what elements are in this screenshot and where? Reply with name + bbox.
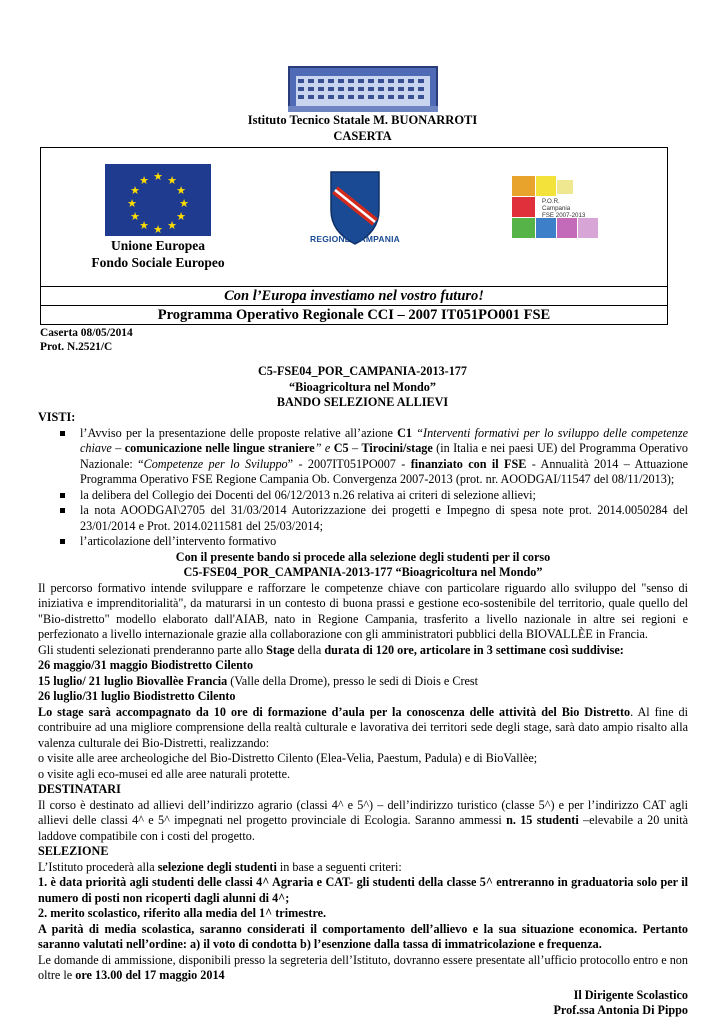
- protocol-number: Prot. N.2521/C: [40, 341, 113, 354]
- destinatari-heading: DESTINATARI: [38, 782, 121, 796]
- institute-city: CASERTA: [333, 128, 392, 143]
- motto-banner: [40, 287, 668, 306]
- svg-text:★: ★: [153, 170, 163, 183]
- stage-intro: Gli studenti selezionati prenderanno parte allo Stage della durata di 120 ore, articolare in 3 settimane così suddivise:: [38, 642, 624, 657]
- svg-text:★: ★: [167, 174, 177, 187]
- campania-logo-text: REGIONE CAMPANIA: [310, 234, 400, 244]
- institute-name: Istituto Tecnico Statale M. BUONARROTI: [247, 113, 478, 127]
- svg-text:★: ★: [176, 184, 186, 197]
- document-date: Caserta 08/05/2014: [40, 327, 133, 339]
- destinatari-text: Il corso è destinato ad allievi dell’indirizzo agrario (classi 4^ e 5^) – dell’indirizzo turistico (classe 5^) e per l’indirizzo CAT agli allievi delle classi 4^ e 5^ impegnati nel progetto provinciale di Ecologia. Saranno ammessi n. 15 studenti –elevabile a 20 unità laddove compatibile con i costi del progetto.: [38, 797, 688, 843]
- program-text: Programma Operativo Regionale CCI – 2007 IT051PO001 FSE: [157, 307, 551, 323]
- svg-text:★: ★: [176, 210, 186, 223]
- visti-item: la nota AOODGAI\2705 del 31/03/2014 Autorizzazione dei progetti e Impegno di spesa note prot. 2014.0050284 del 23/01/2014 e Prot. 2014.0211581 del 25/03/2014;: [38, 503, 688, 534]
- visti-item: l’Avviso per la presentazione delle proposte relative all’azione C1 “Interventi formativi per lo sviluppo delle competenze chiave – comunicazione nelle lingue straniere” e C5 – Tirocini/stage (in Italia e nei paesi UE) del Programma Operativo Nazionale: “Competenze per lo Sviluppo” - 2007IT051PO007 - finanziato con il FSE - Annualità 2014 – Attuazione Programma Operativo FSE Regione Campania Ob. Convergenza 2007-2013 (prot. nr. AOODGAI/11547 del 08/11/2013);: [38, 426, 688, 488]
- svg-text:★: ★: [130, 184, 140, 197]
- svg-text:★: ★: [153, 223, 163, 236]
- visti-heading: VISTI:: [38, 410, 76, 424]
- logos-frame: [40, 147, 668, 287]
- course-description: Il percorso formativo intende sviluppare e rafforzare le competenze chiave con particolare riguardo allo sviluppo del "senso di iniziativa e imprenditorialità", da maturarsi in un contesto di buona prassi e gestione eco-sostenibile del territorio, quale quello del "Bio-distretto" modello elaborato dall'AIAB, nato in Regione Campania, trasferito a livello nazionale in altre sei regioni e perfezionato a livello internazionale grazie alla collaborazione con gli amministratori pubblici della BIOVALLÈE in Francia.: [38, 580, 688, 641]
- svg-text:★: ★: [139, 219, 149, 232]
- svg-text:★: ★: [130, 210, 140, 223]
- stage-period-2: 15 luglio/ 21 luglio Biovallèe Francia (Valle della Drome), presso le sedi di Diois e Crest: [38, 673, 479, 688]
- stage-description: Lo stage sarà accompagnato da 10 ore di formazione d’aula per la conoscenza delle attività del Bio Distretto. Al fine di contribuire ad una migliore comprensione della realtà culturale e lavorativa dei territori sede degli stage, sarà dato ampio risalto alla valenza culturale dei Bio-Distretti, realizzando:: [38, 704, 688, 750]
- selezione-heading: SELEZIONE: [38, 844, 109, 858]
- eu-label-line1: Unione Europea: [111, 238, 205, 253]
- svg-text:★: ★: [167, 219, 177, 232]
- signature-name: Prof.ssa Antonia Di Pippo: [553, 1003, 688, 1017]
- visti-item: l’articolazione dell’intervento formativo: [38, 534, 688, 550]
- eu-label-line2: Fondo Sociale Europeo: [91, 255, 225, 270]
- program-banner: [40, 306, 668, 325]
- svg-text:★: ★: [127, 197, 137, 210]
- stage-period-3: 26 luglio/31 luglio Biodistretto Cilento: [38, 689, 236, 703]
- visit-item-1: o visite alle aree archeologiche del Bio-Distretto Cilento (Elea-Velia, Paestum, Padula) e di BioVallèe;: [38, 751, 538, 765]
- intro-line-2: C5-FSE04_POR_CAMPANIA-2013-177 “Bioagricoltura nel Mondo”: [183, 565, 543, 579]
- visti-item: la delibera del Collegio dei Docenti del 06/12/2013 n.26 relativa ai criteri di selezione allievi;: [38, 488, 688, 504]
- svg-text:★: ★: [139, 174, 149, 187]
- svg-text:★: ★: [179, 197, 189, 210]
- project-name: “Bioagricoltura nel Mondo”: [289, 379, 436, 394]
- signature-role: Il Dirigente Scolastico: [573, 987, 688, 1002]
- document-body: [38, 410, 688, 1019]
- deadline-text: Le domande di ammissione, disponibili presso la segreteria dell’Istituto, dovranno essere presentate all’ufficio protocollo entro e non oltre le ore 13.00 del 17 maggio 2014: [38, 952, 688, 982]
- motto-text: Con l’Europa investiamo nel vostro futuro!: [224, 288, 484, 304]
- visti-list: [38, 426, 688, 550]
- stage-period-1: 26 maggio/31 maggio Biodistretto Cilento: [38, 658, 254, 672]
- selezione-intro: L’Istituto procederà alla selezione degli studenti in base a seguenti criteri:: [38, 859, 402, 874]
- eu-flag-icon: [105, 164, 211, 236]
- por-text-2: Campania: [542, 205, 571, 212]
- bando-title: BANDO SELEZIONE ALLIEVI: [276, 395, 449, 409]
- parity-rule: A parità di media scolastica, saranno considerati il comportamento dell’allievo e la sua situazione economica. Pertanto saranno valutati nell’ordine: a) il voto di condotta b) l’esenzione dalla tassa di immatricolazione e frequenza.: [38, 921, 688, 951]
- project-code: C5-FSE04_POR_CAMPANIA-2013-177: [258, 364, 467, 378]
- criterion-1: 1. è data priorità agli studenti delle classi 4^ Agraria e CAT- gli studenti della classe 5^ entreranno in graduatoria solo per il numero di posti non ricoperti dagli alunni di 4^;: [38, 875, 688, 905]
- intro-line-1: Con il presente bando si procede alla selezione degli studenti per il corso: [175, 549, 551, 564]
- por-text-3: FSE 2007-2013: [542, 212, 586, 219]
- school-building-illustration: [288, 66, 438, 112]
- visit-item-2: o visite agli eco-musei ed alle aree naturali protette.: [38, 766, 291, 781]
- criterion-2: 2. merito scolastico, riferito alla media del 1^ trimestre.: [38, 906, 327, 920]
- por-text-1: P.O.R.: [542, 198, 560, 205]
